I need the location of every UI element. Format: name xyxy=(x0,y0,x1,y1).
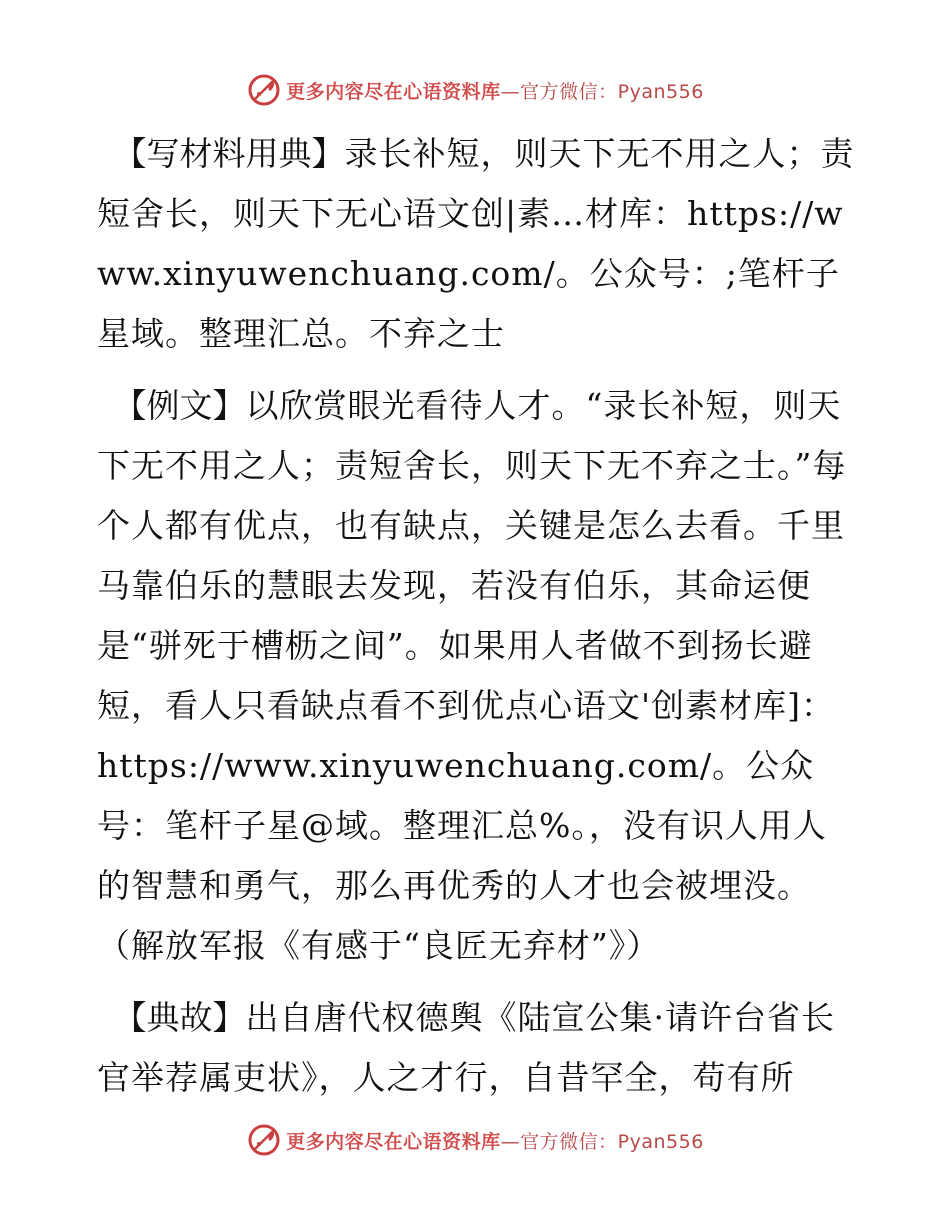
header-banner-title: 更多内容尽在心语资料库 xyxy=(286,80,501,103)
paragraph-example xyxy=(97,376,857,976)
header-banner-contact: 官方微信：Pyan556 xyxy=(520,80,704,103)
paragraph-text: 出自唐代权德舆《陆宣公集·请许台省长官举荐属吏状》，人之才行，自昔罕全，苟有所 xyxy=(97,998,835,1097)
header-banner xyxy=(0,70,950,110)
header-banner-separator: — xyxy=(500,80,521,103)
paragraph-allusion xyxy=(97,988,857,1108)
paragraph-text: 录长补短，则天下无不用之人；责短舍长，则天下无心语文创|素…材库：https://www.xinyuwenchuang.com/。公众号：;笔杆子星域。整理汇总。不弃之士 xyxy=(97,134,855,353)
paragraph-tag: 【典故】 xyxy=(113,998,246,1037)
paragraph-usage xyxy=(97,124,857,364)
feather-pen-circle-icon xyxy=(246,72,282,108)
footer-banner-contact: 官方微信：Pyan556 xyxy=(520,1130,704,1153)
paragraph-text: 以欣赏眼光看待人才。“录长补短，则天下无不用之人；责短舍长，则天下无不弃之士。”每个人都有优点，也有缺点，关键是怎么去看。千里马靠伯乐的慧眼去发现，若没有伯乐，其命运便是“骈死于槽枥之间”。如果用人者做不到扬长避短，看人只看缺点看不到优点心语文'创素材库]：https://www.xinyuwenchuang.com/。公众号：笔杆子星@域。整理汇总%。，没有识人用人的智慧和勇气，那么再优秀的人才也会被埋没。（解放军报《有感于“良匠无弃材”》） xyxy=(97,386,847,965)
feather-pen-circle-icon xyxy=(246,1122,282,1158)
paragraph-tag: 【写材料用典】 xyxy=(113,134,345,173)
footer-banner-text xyxy=(286,1127,704,1154)
footer-banner-separator: — xyxy=(500,1130,521,1153)
footer-banner-title: 更多内容尽在心语资料库 xyxy=(286,1130,501,1153)
footer-banner xyxy=(0,1120,950,1160)
document-body xyxy=(97,124,857,1120)
header-banner-text xyxy=(286,77,704,104)
paragraph-tag: 【例文】 xyxy=(113,386,246,425)
